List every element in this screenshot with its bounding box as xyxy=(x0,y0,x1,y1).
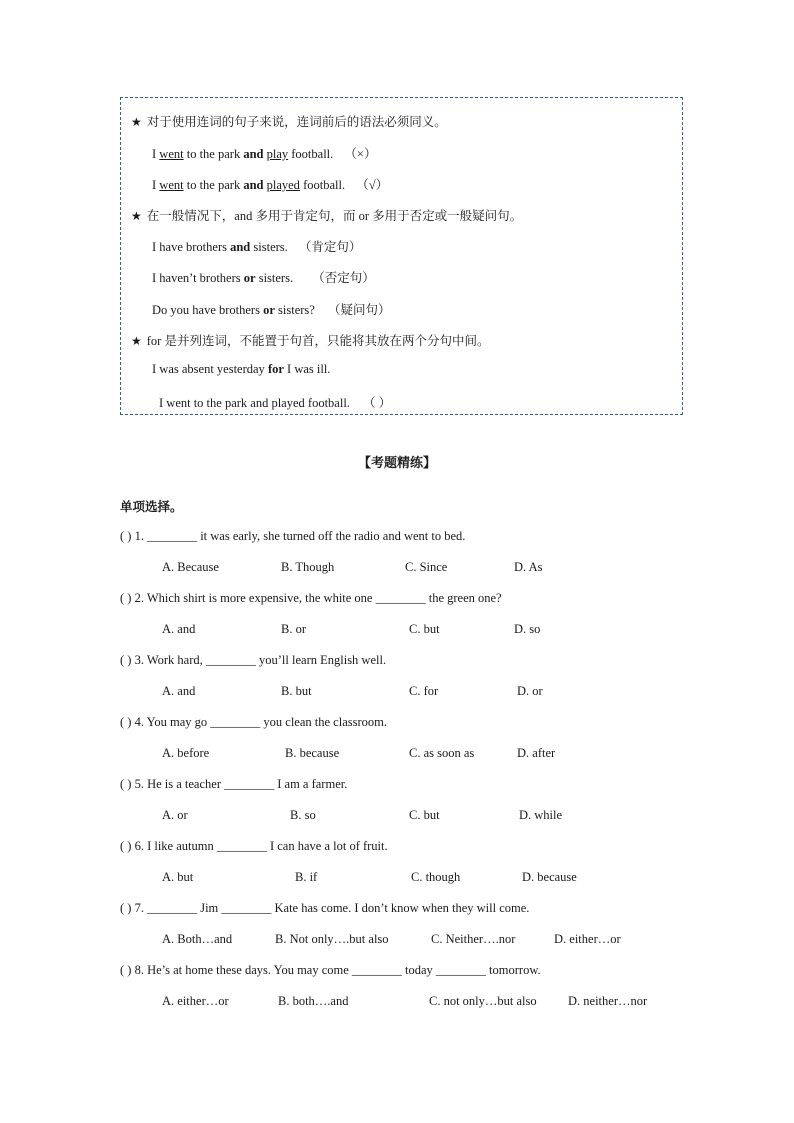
question-4-option-c: C. as soon as xyxy=(409,746,475,760)
question-4-option-a: A. before xyxy=(162,746,210,760)
question-1-option-a: A. Because xyxy=(162,560,219,574)
question-8-option-b: B. both….and xyxy=(278,994,349,1008)
question-2-option-b: B. or xyxy=(281,622,306,636)
question-3-option-b: B. but xyxy=(281,684,312,698)
question-8-option-c: C. not only…but also xyxy=(429,994,537,1008)
question-2-option-d: D. so xyxy=(514,622,541,636)
question-4-stem: ( ) 4. You may go ________ you clean the classroom. xyxy=(120,715,387,729)
question-3-option-a: A. and xyxy=(162,684,196,698)
star-icon: ★ xyxy=(131,209,142,223)
question-4-option-b: B. because xyxy=(285,746,340,760)
question-8-option-a: A. either…or xyxy=(162,994,229,1008)
question-1-stem: ( ) 1. ________ it was early, she turned off the radio and went to bed. xyxy=(120,529,466,543)
question-5-option-b: B. so xyxy=(290,808,316,822)
grammar-note-box xyxy=(120,97,683,415)
question-7-stem: ( ) 7. ________ Jim ________ Kate has come. I don’t know when they will come. xyxy=(120,901,530,915)
question-3-option-d: D. or xyxy=(517,684,543,698)
star-icon: ★ xyxy=(131,115,142,129)
question-2-stem: ( ) 2. Which shirt is more expensive, the white one ________ the green one? xyxy=(120,591,502,605)
note-example-5: Do you have brothers or sisters? （疑问句） xyxy=(152,303,391,317)
star-icon: ★ xyxy=(131,334,142,348)
question-1-option-b: B. Though xyxy=(281,560,335,574)
question-7-option-d: D. either…or xyxy=(554,932,621,946)
question-8-option-d: D. neither…nor xyxy=(568,994,648,1008)
note-example-7: I went to the park and played football. （ ） xyxy=(159,396,392,410)
question-2-option-a: A. and xyxy=(162,622,196,636)
question-6-option-d: D. because xyxy=(522,870,577,884)
question-7-option-a: A. Both…and xyxy=(162,932,233,946)
note-example-4: I haven’t brothers or sisters. （否定句） xyxy=(152,271,375,285)
question-6-option-c: C. though xyxy=(411,870,461,884)
note-example-2: I went to the park and played football. （√） xyxy=(152,178,389,192)
question-5-option-c: C. but xyxy=(409,808,440,822)
note-example-3: I have brothers and sisters. （肯定句） xyxy=(152,240,362,254)
question-3-stem: ( ) 3. Work hard, ________ you’ll learn English well. xyxy=(120,653,387,667)
question-5-option-d: D. while xyxy=(519,808,563,822)
note-example-1: I went to the park and play football. （×） xyxy=(152,147,377,161)
question-5-option-a: A. or xyxy=(162,808,188,822)
question-1-option-c: C. Since xyxy=(405,560,448,574)
note-rule-2: ★ 在一般情况下，and 多用于肯定句，而 or 多用于否定或一般疑问句。 xyxy=(131,209,523,223)
question-4-option-d: D. after xyxy=(517,746,556,760)
question-6-stem: ( ) 6. I like autumn ________ I can have a lot of fruit. xyxy=(120,839,388,853)
question-1-option-d: D. As xyxy=(514,560,543,574)
note-example-6: I was absent yesterday for I was ill. xyxy=(152,362,331,376)
question-6-option-b: B. if xyxy=(295,870,318,884)
question-6-option-a: A. but xyxy=(162,870,194,884)
question-8-stem: ( ) 8. He’s at home these days. You may come ________ today ________ tomorrow. xyxy=(120,963,541,977)
note-rule-1: ★ 对于使用连词的句子来说，连词前后的语法必须同义。 xyxy=(131,115,447,129)
note-rule-3: ★ for 是并列连词，不能置于句首，只能将其放在两个分句中间。 xyxy=(131,334,490,348)
question-2-option-c: C. but xyxy=(409,622,440,636)
question-5-stem: ( ) 5. He is a teacher ________ I am a farmer. xyxy=(120,777,348,791)
question-7-option-b: B. Not only….but also xyxy=(275,932,389,946)
exercise-heading: 单项选择。 xyxy=(120,499,183,514)
question-3-option-c: C. for xyxy=(409,684,439,698)
question-7-option-c: C. Neither….nor xyxy=(431,932,516,946)
section-title: 【考题精练】 xyxy=(357,456,436,471)
